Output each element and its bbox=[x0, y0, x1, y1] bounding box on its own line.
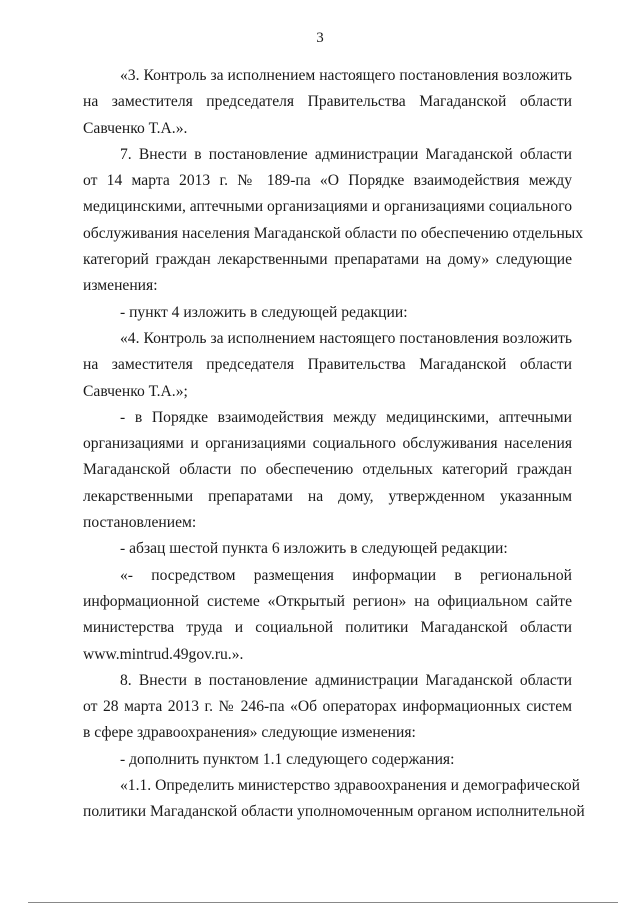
paragraph bbox=[83, 773, 585, 826]
text-line: от 14 марта 2013 г. № 189-па «О Порядке взаимодействия между bbox=[83, 172, 572, 190]
text-line: «4. Контроль за исполнением настоящего постановления возложить bbox=[120, 329, 572, 347]
paragraph bbox=[83, 668, 572, 747]
text-line: 7. Внести в постановление администрации Магаданской области bbox=[120, 145, 572, 163]
text-line: на заместителя председателя Правительства Магаданской области bbox=[83, 93, 572, 111]
text-line: в сфере здравоохранения» следующие изменения: bbox=[83, 724, 416, 742]
paragraph bbox=[83, 326, 572, 405]
text-line: медицинскими, аптечными организациями и организациями социального bbox=[83, 198, 572, 216]
paragraph bbox=[83, 63, 572, 142]
text-line: - абзац шестой пункта 6 изложить в следующей редакции: bbox=[120, 540, 508, 558]
text-line: «1.1. Определить министерство здравоохранения и демографической bbox=[120, 777, 580, 795]
text-line: - дополнить пунктом 1.1 следующего содержания: bbox=[120, 750, 455, 768]
page-number: 3 bbox=[316, 30, 324, 46]
text-line: Савченко Т.А.»; bbox=[83, 382, 188, 400]
text-line: от 28 марта 2013 г. № 246-па «Об операторах информационных систем bbox=[83, 698, 572, 716]
paragraph bbox=[83, 563, 572, 668]
text-line: организациями и организациями социального обслуживания населения bbox=[83, 435, 572, 453]
paragraph bbox=[83, 747, 572, 773]
paragraph bbox=[83, 300, 572, 326]
text-line: информационной системе «Открытый регион» на официальном сайте bbox=[83, 592, 572, 610]
text-line: политики Магаданской области уполномоченным органом исполнительной bbox=[83, 803, 585, 821]
text-line: категорий граждан лекарственными препаратами на дому» следующие bbox=[83, 251, 572, 269]
paragraph bbox=[83, 142, 584, 300]
text-line: - пункт 4 изложить в следующей редакции: bbox=[120, 303, 408, 321]
text-line: - в Порядке взаимодействия между медицинскими, аптечными bbox=[120, 408, 572, 426]
text-line: министерства труда и социальной политики Магаданской области bbox=[83, 619, 572, 637]
paragraph bbox=[83, 536, 572, 562]
text-line: www.mintrud.49gov.ru.». bbox=[83, 645, 244, 663]
text-line: обслуживания населения Магаданской области по обеспечению отдельных bbox=[83, 224, 584, 242]
text-line: 8. Внести в постановление администрации Магаданской области bbox=[120, 671, 572, 689]
text-line: «3. Контроль за исполнением настоящего постановления возложить bbox=[120, 67, 572, 84]
paragraph bbox=[83, 405, 572, 536]
text-line: изменения: bbox=[83, 277, 158, 295]
text-line: лекарственными препаратами на дому, утвержденном указанным bbox=[83, 487, 572, 505]
text-line: Савченко Т.А.». bbox=[83, 119, 188, 137]
text-line: на заместителя председателя Правительства Магаданской области bbox=[83, 356, 572, 374]
text-line: Магаданской области по обеспечению отдельных категорий граждан bbox=[83, 461, 572, 479]
text-line: постановлением: bbox=[83, 514, 197, 532]
text-line: «- посредством размещения информации в региональной bbox=[120, 566, 572, 584]
page-bottom-rule bbox=[28, 902, 618, 903]
document-body bbox=[83, 63, 585, 826]
